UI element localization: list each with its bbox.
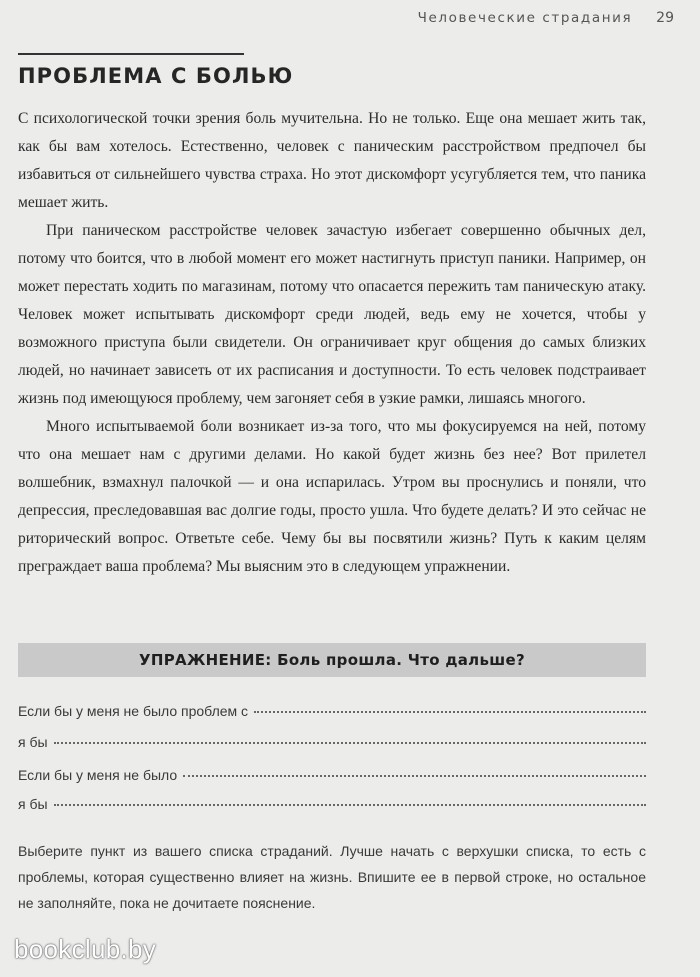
- fill-in-blank[interactable]: [183, 775, 646, 777]
- worksheet-label: Если бы у меня не было: [18, 767, 178, 783]
- fill-in-blank[interactable]: [254, 711, 646, 713]
- paragraph: С психологической точки зрения боль мучительна. Но не только. Еще она мешает жить так, как бы вам хотелось. Естественно, человек с паническим расстройством предпочел бы избавиться от сильнейшего чувства страха. Но этот дискомфорт усугубляется тем, что паника мешает жить.: [18, 110, 646, 211]
- body-text: [18, 105, 646, 581]
- watermark: bookclub.by: [14, 934, 157, 964]
- worksheet-label: я бы: [18, 796, 48, 812]
- worksheet-label: я бы: [18, 734, 48, 750]
- worksheet-line: [18, 796, 646, 818]
- worksheet-line: [18, 734, 646, 756]
- page-number: 29: [656, 10, 674, 26]
- worksheet-line: [18, 703, 646, 725]
- fill-in-blank[interactable]: [54, 804, 646, 806]
- paragraph: При паническом расстройстве человек зачастую избегает совершенно обычных дел, потому что боится, что в любой момент его может настигнуть приступ паники. Например, он может перестать ходить по магазинам, потому что опасается пережить там паническую атаку. Человек может испытывать дискомфорт среди людей, ведь ему не хочется, чтобы у возможного приступа были свидетели. Он ограничивает круг общения до самых близких людей, но начинает зависеть от их расписания и доступности. То есть человек подстраивает жизнь под имеющуюся проблему, чем загоняет себя в узкие рамки, лишаясь многого.: [18, 222, 646, 407]
- section-title: Человеческие страдания: [417, 10, 633, 26]
- chapter-title: ПРОБЛЕМА С БОЛЬЮ: [18, 64, 294, 88]
- running-head: [418, 10, 674, 26]
- exercise-title: УПРАЖНЕНИЕ: Боль прошла. Что дальше?: [18, 643, 646, 677]
- worksheet-line: [18, 767, 646, 789]
- fill-in-blank[interactable]: [54, 742, 646, 744]
- worksheet-label: Если бы у меня не было проблем с: [18, 703, 249, 719]
- paragraph: Много испытываемой боли возникает из-за того, что мы фокусируемся на ней, потому что она мешает нам с другими делами. Но какой будет жизнь без нее? Вот прилетел волшебник, взмахнул палочкой — и она испарилась. Утром вы проснулись и поняли, что депрессия, преследовавшая вас долгие годы, просто ушла. Что будете делать? И это сейчас не риторический вопрос. Ответьте себе. Чему бы вы посвятили жизнь? Путь к каким целям преграждает ваша проблема? Мы выясним это в следующем упражнении.: [18, 418, 646, 575]
- exercise-instructions: Выберите пункт из вашего списка страданий. Лучше начать с верхушки списка, то есть с проблемы, которая существенно влияет на жизнь. Впишите ее в первой строке, но остальное не заполняйте, пока не дочитаете пояснение.: [18, 843, 646, 911]
- title-rule: [18, 53, 244, 55]
